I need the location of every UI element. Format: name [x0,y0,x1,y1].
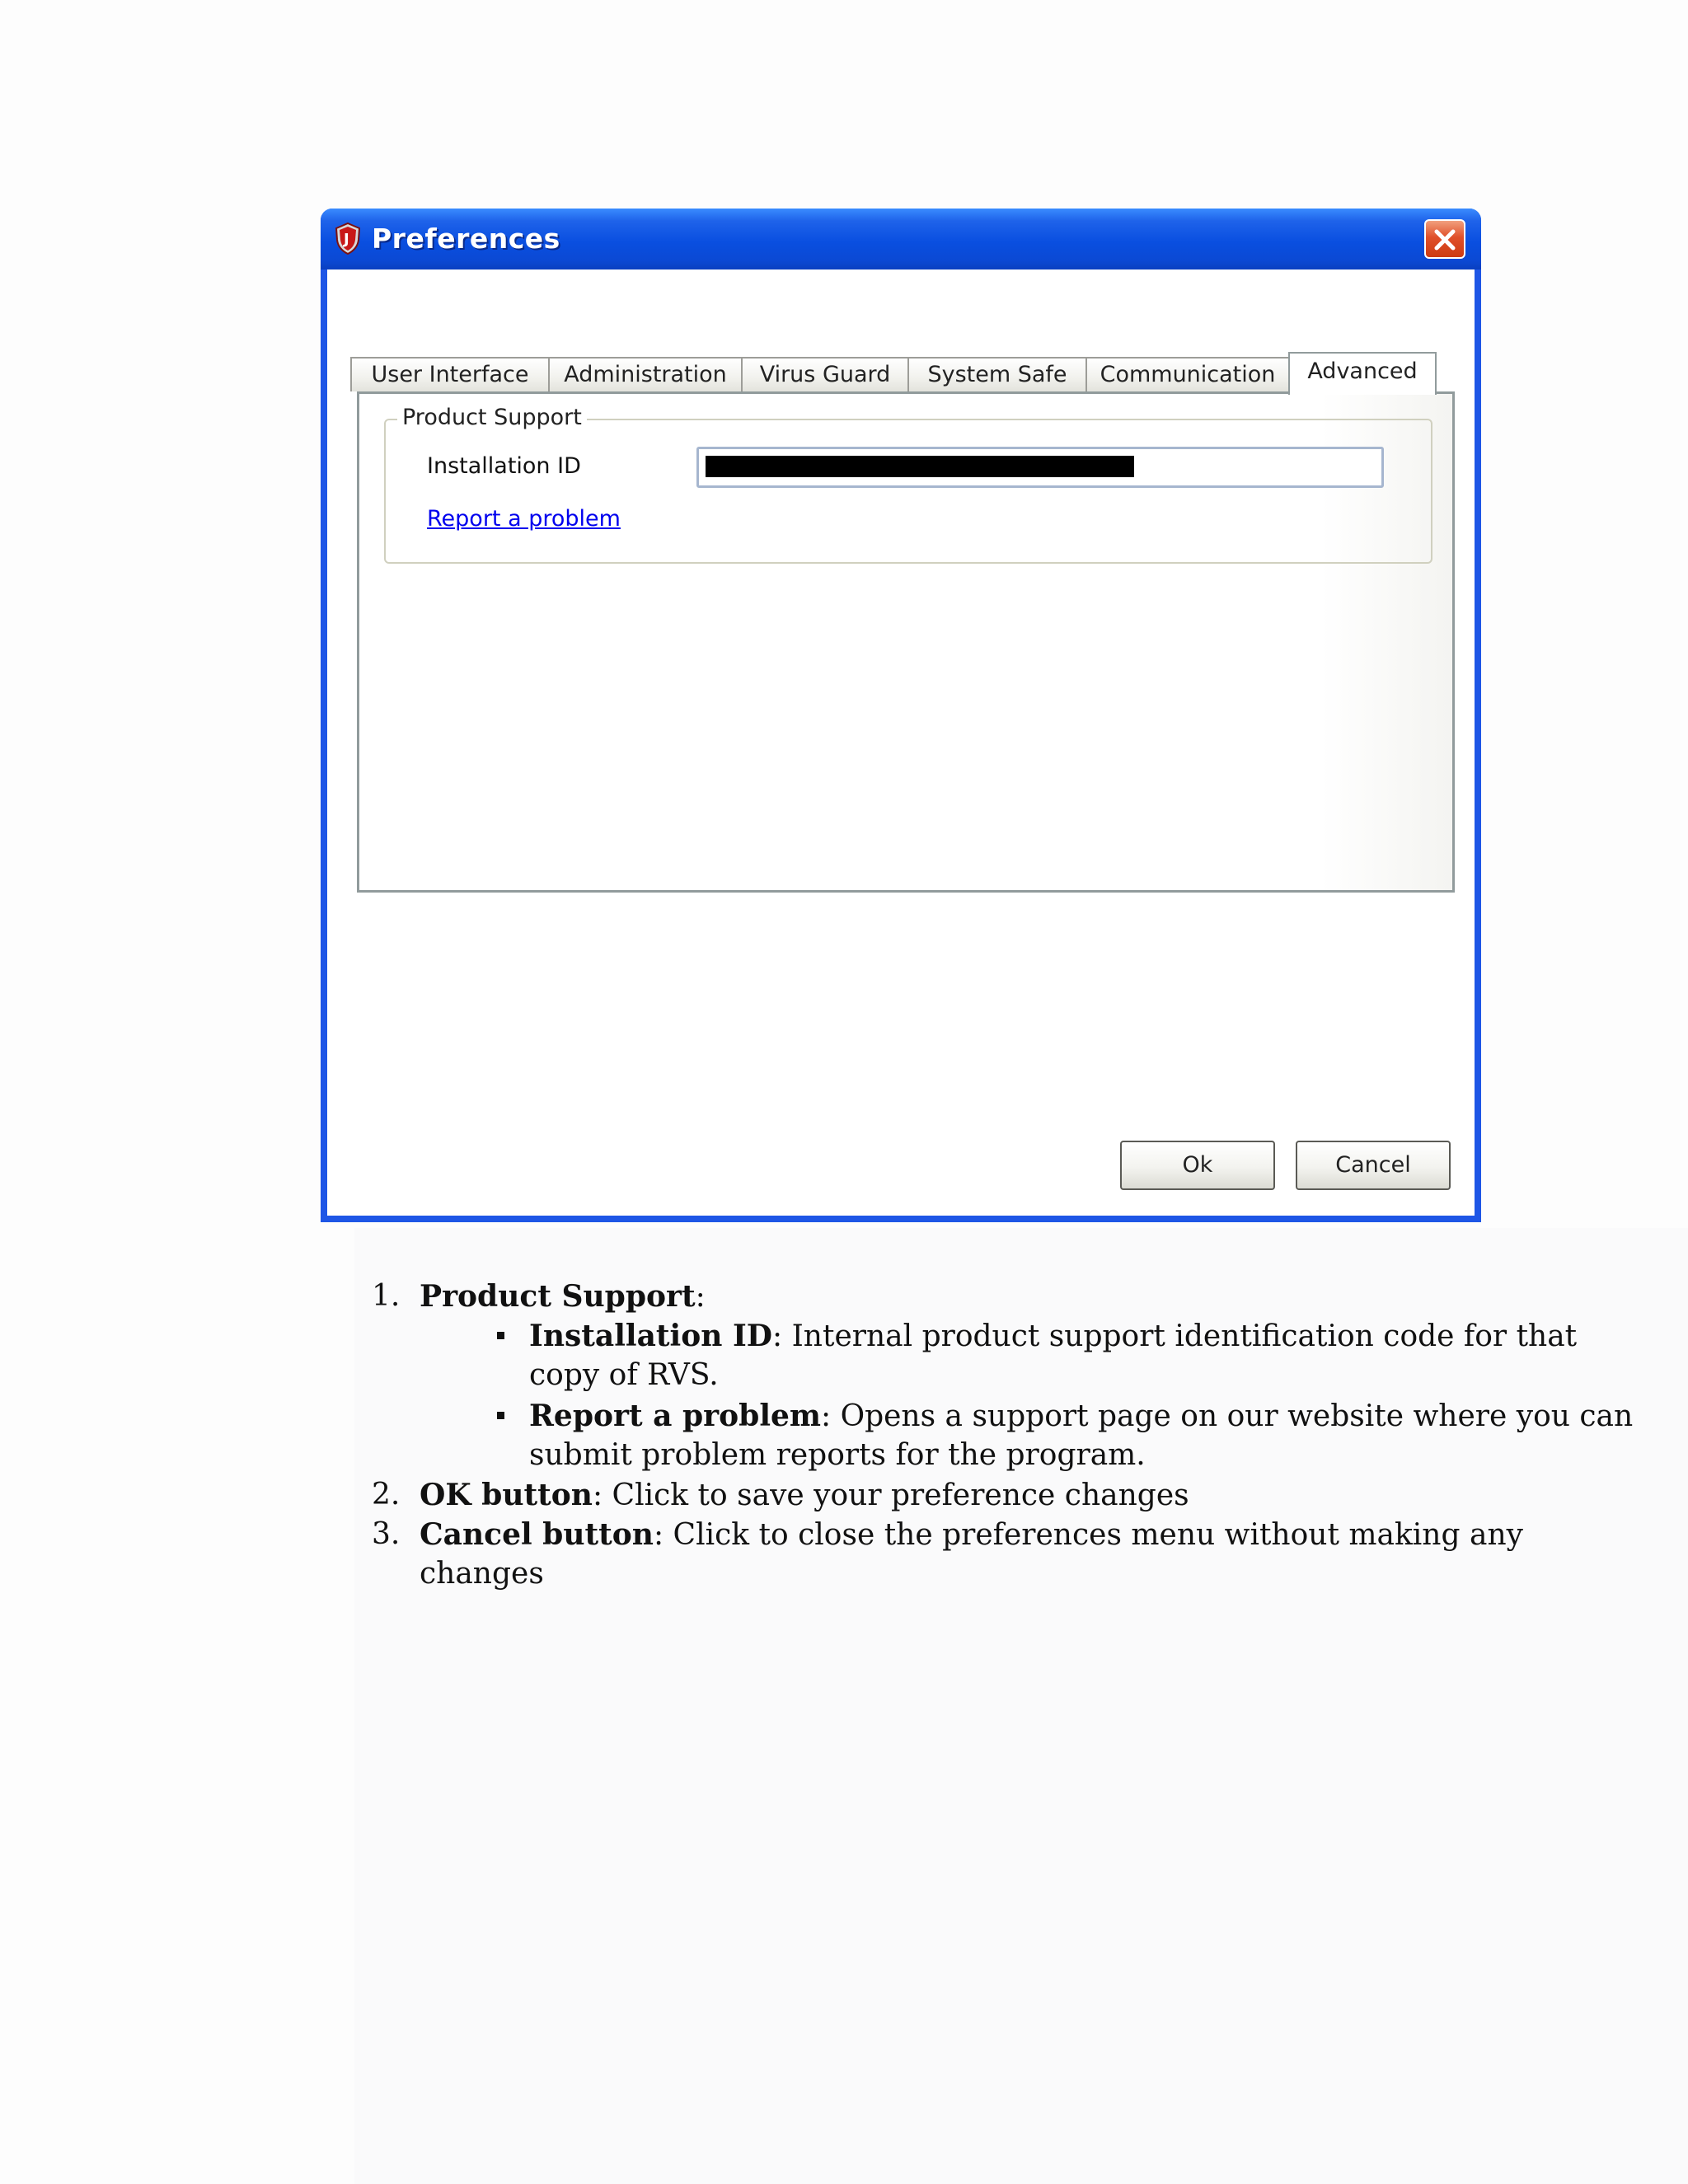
title-bar[interactable] [321,209,1481,269]
sub-item-text: : Internal product support identification code for that [772,1319,1578,1353]
installation-id-label: Installation ID [427,453,581,479]
close-icon [1432,227,1457,252]
tab-advanced[interactable]: Advanced [1288,352,1437,395]
item-text: : Click to close the preferences menu without making any [653,1518,1523,1552]
dialog-client-area [327,269,1475,1216]
group-label: Product Support [397,405,587,430]
close-button[interactable] [1424,219,1465,259]
list-item-text [420,1515,1523,1555]
sub-item [529,1396,1633,1436]
redacted-installation-id [706,456,1134,477]
item-text: : [695,1280,706,1314]
list-item-continued: changes [420,1557,544,1591]
sub-item-continued: copy of RVS. [529,1358,719,1392]
item-number: 2. [372,1478,401,1511]
tab-user-interface[interactable]: User Interface [350,357,550,391]
installation-id-field[interactable] [696,447,1384,488]
list-item [372,1515,400,1554]
list-item [372,1277,400,1316]
item-term: Cancel button [420,1517,654,1552]
preferences-window [321,209,1481,1222]
item-term: OK button [420,1478,593,1512]
sub-item [529,1316,1577,1357]
list-item-text [420,1277,706,1317]
tab-virus-guard[interactable]: Virus Guard [741,357,909,391]
cancel-button[interactable]: Cancel [1296,1141,1451,1190]
advanced-tab-panel [357,391,1455,893]
shield-icon [334,222,362,255]
sub-item-text: : Opens a support page on our website where you can [821,1399,1634,1433]
report-problem-link[interactable]: Report a problem [427,506,621,532]
tab-communication[interactable]: Communication [1085,357,1290,391]
bullet-icon [497,1332,504,1339]
list-item [372,1475,400,1515]
tab-administration[interactable]: Administration [548,357,743,391]
item-number: 1. [372,1279,401,1313]
product-support-group [384,405,1432,564]
item-term: Product Support [420,1279,696,1314]
sub-item-continued: submit problem reports for the program. [529,1438,1146,1472]
sub-item-term: Report a problem [529,1399,821,1433]
item-number: 3. [372,1517,401,1551]
item-text: : Click to save your preference changes [592,1479,1189,1512]
sub-item-term: Installation ID [529,1319,772,1353]
bullet-icon [497,1412,504,1419]
tab-system-safe[interactable]: System Safe [907,357,1087,391]
svg-text:J: J [344,231,349,248]
list-item-text [420,1475,1189,1516]
window-title: Preferences [372,223,560,255]
ok-button[interactable]: Ok [1120,1141,1275,1190]
